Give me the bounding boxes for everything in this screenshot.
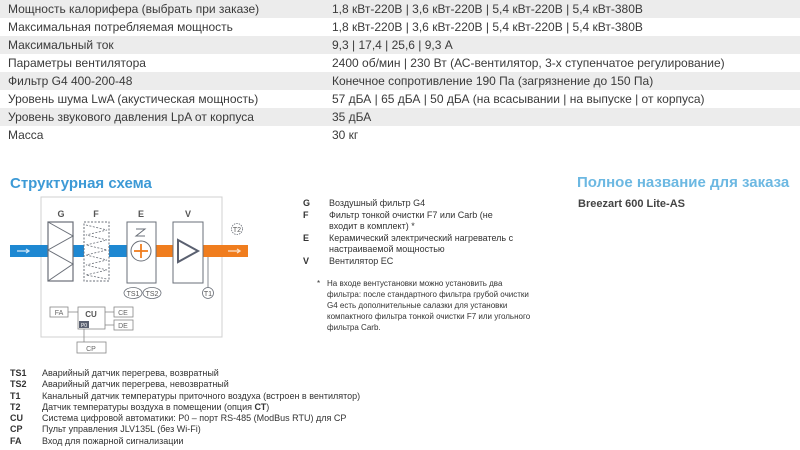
block-label-g: G bbox=[57, 209, 65, 219]
spec-value: 30 кг bbox=[332, 128, 359, 142]
abbr-key: CP bbox=[10, 424, 23, 435]
svg-text:CE: CE bbox=[118, 310, 128, 317]
scheme-title: Структурная схема bbox=[10, 175, 152, 192]
abbr-text: Система цифровой автоматики: Р0 – порт RS-485 (ModBus RTU) для CP bbox=[42, 413, 347, 424]
block-label-f: F bbox=[93, 209, 99, 219]
control-fa bbox=[50, 307, 68, 317]
legend-key: E bbox=[303, 232, 310, 243]
spec-row-fan-params bbox=[0, 54, 800, 72]
abbr-item-cu bbox=[10, 413, 360, 424]
spec-row-heater-power bbox=[0, 0, 800, 18]
legend-text: Керамический электрический нагреватель с настраиваемой мощностью bbox=[329, 232, 514, 254]
spec-row-max-current bbox=[0, 36, 800, 54]
abbr-item-t2 bbox=[10, 402, 360, 413]
sensor-ts1 bbox=[124, 288, 142, 299]
legend-text: Фильтр тонкой очистки F7 или Carb (не входит в комплект) * bbox=[329, 209, 493, 231]
block-label-e: E bbox=[137, 209, 145, 219]
legend-key: G bbox=[303, 198, 311, 208]
abbreviation-list bbox=[10, 368, 360, 447]
spec-row-filter bbox=[0, 72, 800, 90]
abbr-key: FA bbox=[10, 435, 22, 446]
legend-item-e bbox=[303, 233, 549, 256]
svg-text:DE: DE bbox=[118, 323, 128, 330]
legend-key: V bbox=[303, 255, 310, 266]
sensor-ts2 bbox=[143, 288, 161, 299]
heater-icon bbox=[127, 222, 156, 283]
abbr-key: T2 bbox=[10, 401, 21, 412]
svg-text:FA: FA bbox=[54, 310, 64, 317]
abbr-item-cp bbox=[10, 424, 360, 435]
control-unit-cu bbox=[78, 307, 105, 329]
spec-label: Фильтр G4 400-200-48 bbox=[8, 74, 133, 88]
legend-text: Воздушный фильтр G4 bbox=[329, 198, 426, 208]
svg-text:T1: T1 bbox=[203, 291, 213, 298]
spec-label: Максимальная потребляемая мощность bbox=[8, 20, 233, 34]
abbr-item-fa bbox=[10, 436, 360, 447]
footnote-text: На входе вентустановки можно установить два фильтра: после стандартного фильтра грубой очистки G4 есть дополнительные салазки для установки компактного фильтра тонкой очистки F7 или угольного фильтра Carb. bbox=[327, 279, 531, 332]
legend-footnote bbox=[317, 278, 549, 333]
svg-text:T2: T2 bbox=[232, 227, 242, 234]
structure-diagram bbox=[0, 195, 270, 360]
abbr-item-ts1 bbox=[10, 368, 360, 379]
abbr-item-ts2 bbox=[10, 379, 360, 390]
legend-item-f bbox=[303, 210, 549, 233]
order-name: Breezart 600 Lite-AS bbox=[578, 198, 685, 210]
abbr-text: Аварийный датчик перегрева, невозвратный bbox=[42, 379, 229, 390]
spec-label: Уровень звукового давления LpA от корпуса bbox=[8, 110, 254, 124]
spec-label: Масса bbox=[8, 128, 44, 142]
legend-text: Вентилятор ЕС bbox=[329, 255, 394, 266]
spec-row-sound-pressure bbox=[0, 108, 800, 126]
legend-item-g bbox=[303, 198, 549, 210]
spec-row-max-power bbox=[0, 18, 800, 36]
sensor-t2 bbox=[232, 224, 243, 235]
abbr-text: Вход для пожарной сигнализации bbox=[42, 435, 184, 446]
spec-value: 2400 об/мин | 230 Вт (АС-вентилятор, 3-х ступенчатое регулирование) bbox=[332, 56, 725, 70]
footnote-star: * bbox=[317, 279, 321, 288]
fan-icon bbox=[173, 222, 203, 283]
svg-text:TS2: TS2 bbox=[145, 291, 159, 298]
spec-value: 35 дБА bbox=[332, 110, 372, 124]
abbr-item-t1 bbox=[10, 391, 360, 402]
spec-row-noise-level bbox=[0, 90, 800, 108]
abbr-text: Пульт управления JLV135L (без Wi-Fi) bbox=[42, 424, 201, 435]
abbr-key: TS2 bbox=[10, 379, 27, 390]
spec-value: 1,8 кВт-220В | 3,6 кВт-220В | 5,4 кВт-220В | 5,4 кВт-380В bbox=[332, 2, 643, 16]
spec-value: 57 дБА | 65 дБА | 50 дБА (на всасывании | на выпуске | от корпуса) bbox=[332, 92, 705, 106]
g-filter-icon bbox=[48, 222, 73, 281]
sensor-t1 bbox=[203, 288, 214, 299]
control-de bbox=[114, 320, 133, 330]
f-filter-icon bbox=[84, 222, 109, 281]
abbr-key: T1 bbox=[10, 390, 21, 401]
svg-text:TS1: TS1 bbox=[126, 291, 140, 298]
spec-label: Максимальный ток bbox=[8, 38, 114, 52]
order-title: Полное название для заказа bbox=[577, 174, 790, 191]
control-panel-cp bbox=[77, 342, 106, 353]
spec-label: Уровень шума LwA (акустическая мощность) bbox=[8, 92, 259, 106]
spec-label: Мощность калорифера (выбрать при заказе) bbox=[8, 2, 260, 16]
control-ce bbox=[114, 307, 133, 317]
spec-row-mass bbox=[0, 126, 800, 144]
spec-table bbox=[0, 0, 800, 144]
component-legend bbox=[303, 198, 549, 333]
abbr-text: Датчик температуры воздуха в помещении (опция СТ) bbox=[42, 401, 270, 412]
spec-value: 1,8 кВт-220В | 3,6 кВт-220В | 5,4 кВт-220В | 5,4 кВт-380В bbox=[332, 20, 643, 34]
legend-key: F bbox=[303, 209, 309, 220]
abbr-text: Канальный датчик температуры приточного воздуха (встроен в вентилятор) bbox=[42, 390, 361, 401]
abbr-key: TS1 bbox=[10, 368, 27, 378]
abbr-key: CU bbox=[10, 413, 23, 424]
spec-label: Параметры вентилятора bbox=[8, 56, 146, 70]
block-label-v: V bbox=[184, 209, 192, 219]
svg-text:CP: CP bbox=[86, 346, 96, 353]
legend-item-v bbox=[303, 256, 549, 268]
spec-value: 9,3 | 17,4 | 25,6 | 9,3 А bbox=[332, 38, 453, 52]
port-p0: P0 bbox=[80, 323, 88, 329]
svg-text:CU: CU bbox=[85, 310, 97, 319]
spec-value: Конечное сопротивление 190 Па (загрязнение до 150 Па) bbox=[332, 74, 654, 88]
abbr-text: Аварийный датчик перегрева, возвратный bbox=[42, 368, 219, 378]
